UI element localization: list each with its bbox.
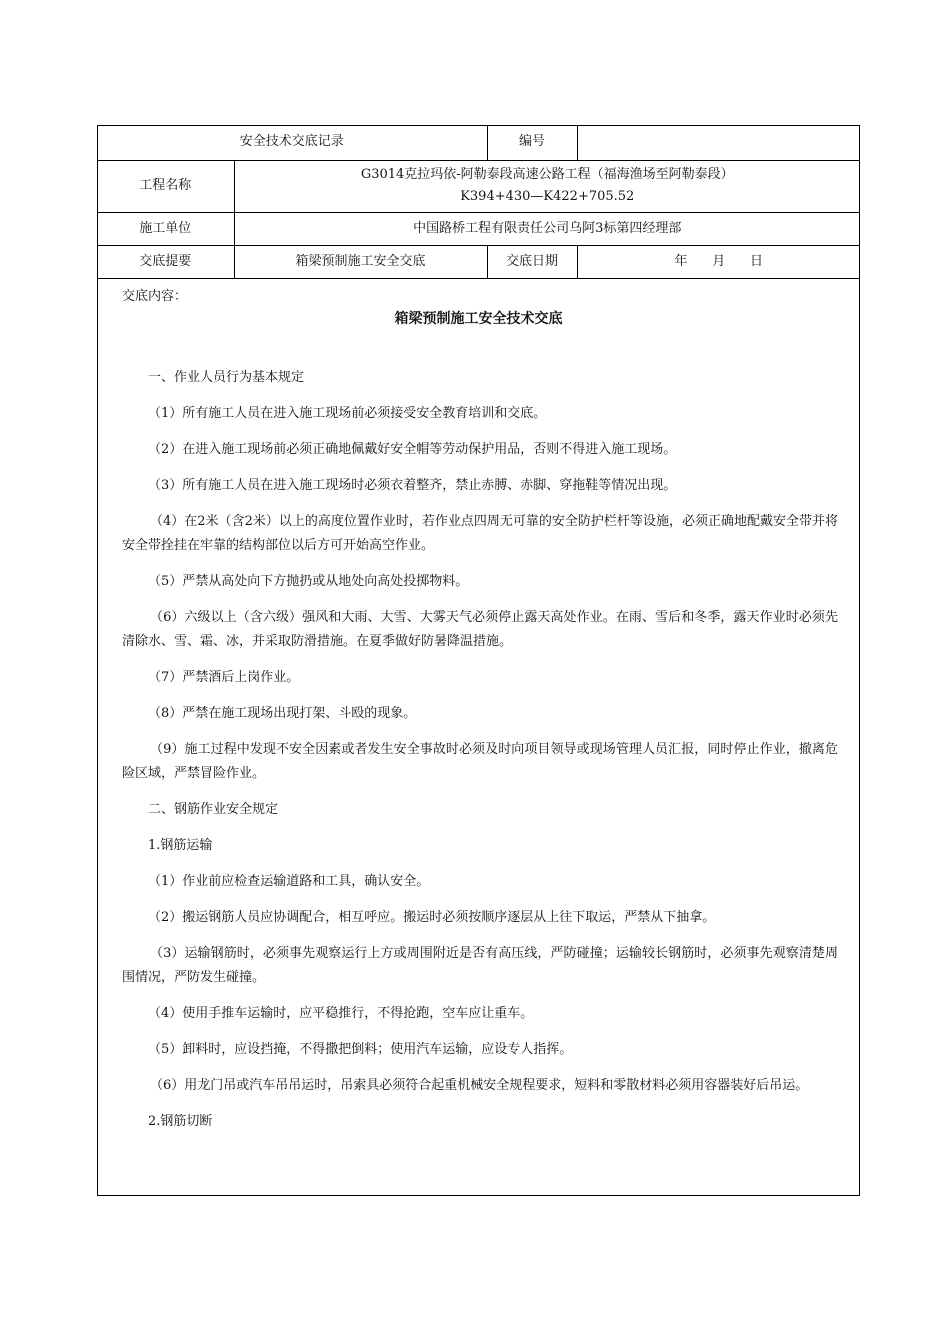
paragraph: （9）施工过程中发现不安全因素或者发生安全事故时必须及时向项目领导或现场管理人员汇报，同时停止作业，撤离危险区域，严禁冒险作业。 (122, 742, 838, 781)
paragraph: （4）在2米（含2米）以上的高度位置作业时，若作业点四周无可靠的安全防护栏杆等设施，必须正确地配戴安全带并将安全带拴挂在牢靠的结构部位以后方可开始高空作业。 (122, 514, 838, 553)
section-heading: 二、钢筋作业安全规定 (148, 802, 279, 817)
project-label: 工程名称 (97, 160, 234, 212)
paragraph: （8）严禁在施工现场出现打架、斗殴的现象。 (148, 706, 417, 721)
paragraph: （5）卸料时，应设挡掩，不得撒把倒料；使用汽车运输，应设专人指挥。 (148, 1042, 573, 1057)
content-body (122, 366, 838, 1146)
paragraph: （3）所有施工人员在进入施工现场时必须衣着整齐，禁止赤膊、赤脚、穿拖鞋等情况出现。 (148, 478, 677, 493)
unit-label: 施工单位 (97, 212, 234, 245)
header-table (97, 125, 860, 279)
paragraph: （1）所有施工人员在进入施工现场前必须接受安全教育培训和交底。 (148, 406, 547, 421)
paragraph: （5）严禁从高处向下方抛扔或从地处向高处投掷物料。 (148, 574, 469, 589)
paragraph: （6）用龙门吊或汽车吊吊运时，吊索具必须符合起重机械安全规程要求，短料和零散材料必须用容器装好后吊运。 (150, 1078, 809, 1093)
paragraph: （3）运输钢筋时，必须事先观察运行上方或周围附近是否有高压线，严防碰撞；运输较长钢筋时，必须事先观察清楚周围情况，严防发生碰撞。 (122, 946, 838, 985)
paragraph: （1）作业前应检查运输道路和工具，确认安全。 (148, 874, 430, 889)
number-value (577, 125, 860, 160)
project-value (234, 160, 860, 212)
subsection-heading: 1.钢筋运输 (148, 838, 213, 853)
project-line-2: K394+430—K422+705.52 (460, 189, 635, 204)
date-label: 交底日期 (487, 245, 577, 278)
summary-value: 箱梁预制施工安全交底 (234, 245, 487, 278)
date-value: 年 月 日 (577, 245, 860, 278)
header-row-summary (97, 245, 860, 278)
project-line-1: G3014克拉玛依-阿勒泰段高速公路工程（福海渔场至阿勒泰段） (360, 167, 734, 182)
record-title: 安全技术交底记录 (97, 125, 487, 160)
header-row-title (97, 125, 860, 160)
section-heading: 一、作业人员行为基本规定 (148, 370, 305, 385)
paragraph: （6）六级以上（含六级）强风和大雨、大雪、大雾天气必须停止露天高处作业。在雨、雪后和冬季，露天作业时必须先清除水、雪、霜、冰，并采取防滑措施。在夏季做好防暑降温措施。 (122, 610, 838, 649)
header-row-project (97, 160, 860, 212)
unit-value: 中国路桥工程有限责任公司乌阿3标第四经理部 (234, 212, 860, 245)
content-title: 箱梁预制施工安全技术交底 (394, 311, 563, 327)
summary-label: 交底提要 (97, 245, 234, 278)
paragraph: （2）搬运钢筋人员应协调配合，相互呼应。搬运时必须按顺序逐层从上往下取运，严禁从下抽拿。 (148, 910, 716, 925)
header-row-unit (97, 212, 860, 245)
subsection-heading: 2.钢筋切断 (148, 1114, 213, 1129)
paragraph: （4）使用手推车运输时，应平稳推行，不得抢跑，空车应让重车。 (148, 1006, 534, 1021)
number-label: 编号 (487, 125, 577, 160)
content-label: 交底内容： (122, 289, 188, 304)
paragraph: （7）严禁酒后上岗作业。 (148, 670, 300, 685)
paragraph: （2）在进入施工现场前必须正确地佩戴好安全帽等劳动保护用品，否则不得进入施工现场。 (148, 442, 677, 457)
